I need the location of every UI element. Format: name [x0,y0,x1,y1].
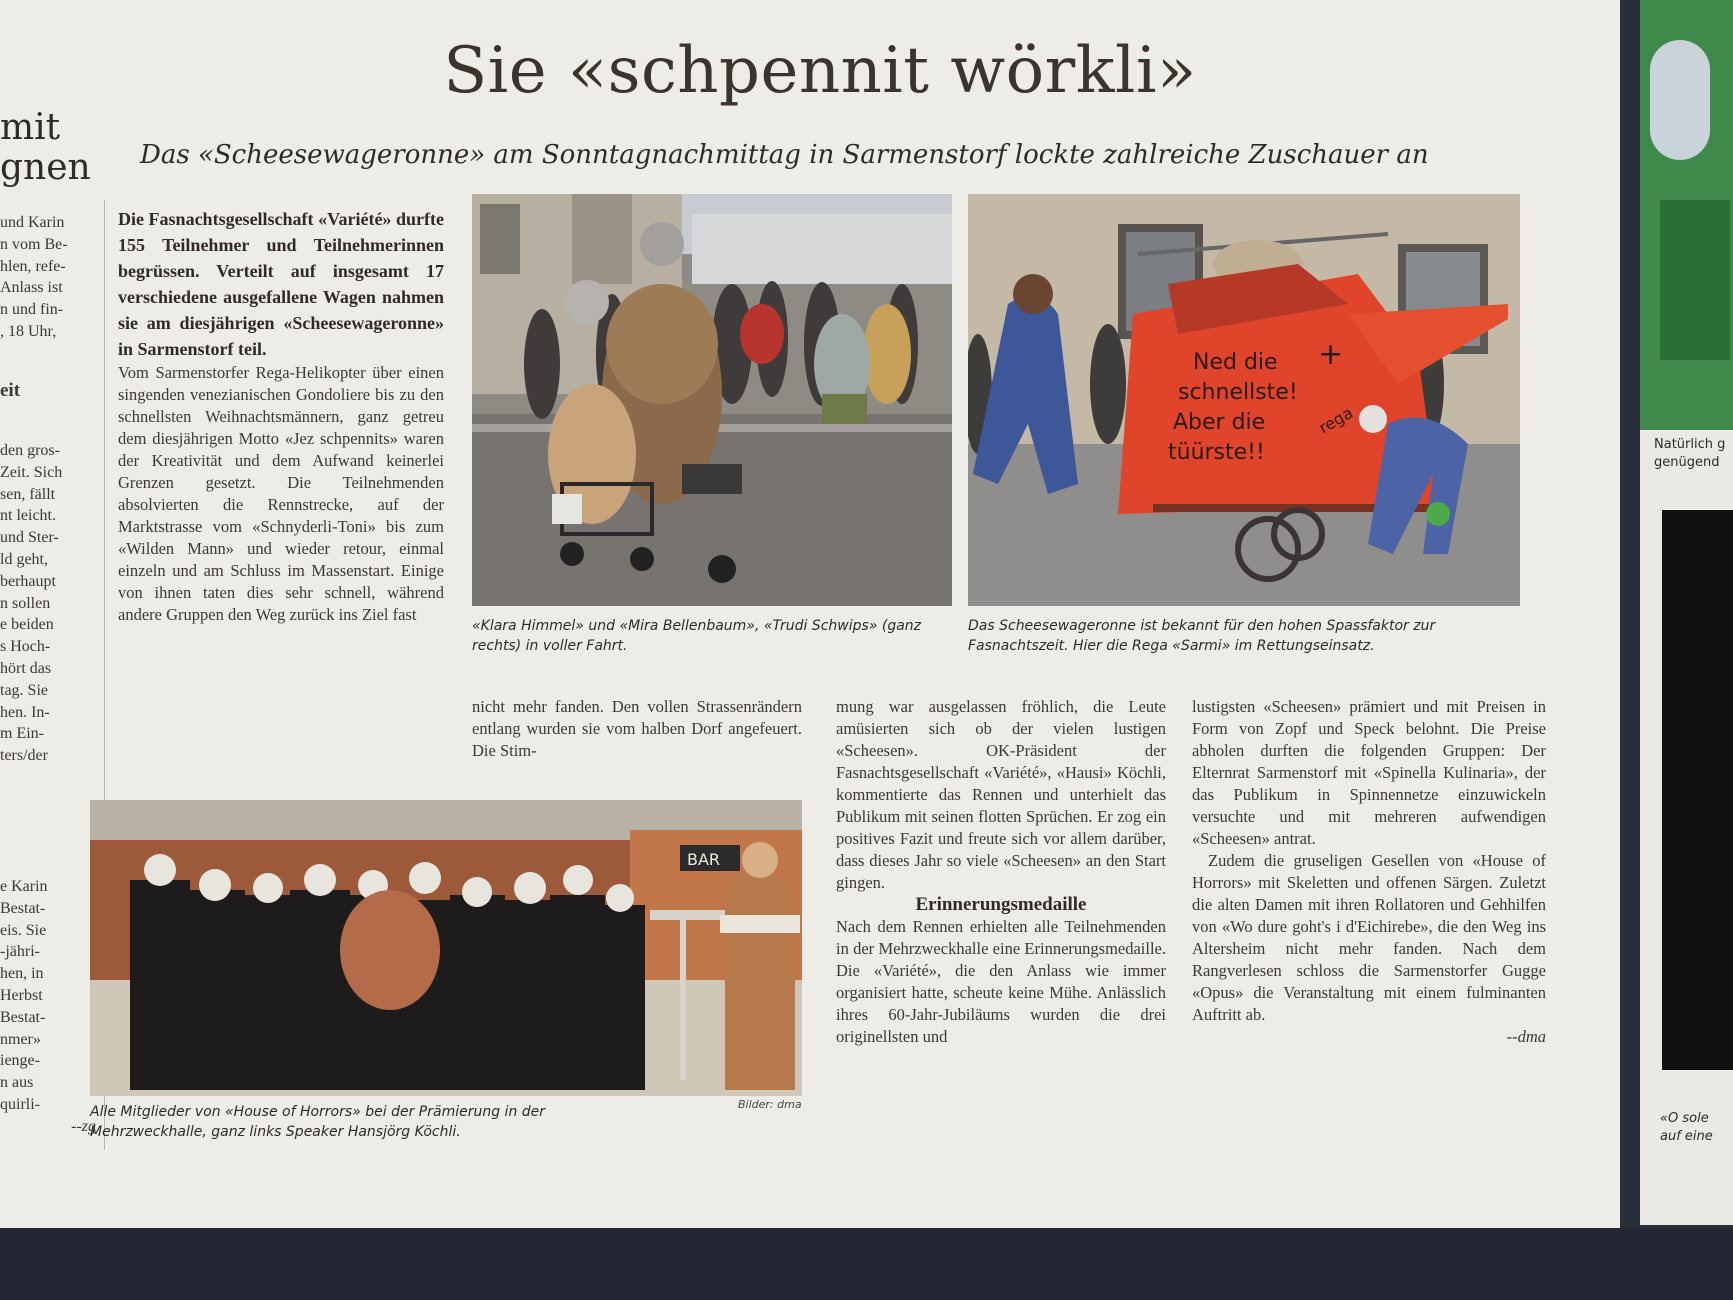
previous-line: hört das [0,659,52,677]
previous-line: eis. Sie [0,921,47,939]
previous-line: n und fin- [0,301,64,319]
previous-line: ld geht, [0,550,48,568]
adjacent-caption-line: «O sole [1660,1111,1709,1126]
previous-line: nmer» [0,1030,41,1048]
photo-rega-helicopter [968,194,1520,606]
article-subheadline: Das «Scheesewageronne» am Sonntagnachmittag in Sarmenstorf lockte zahlreiche Zuschauer an [140,140,1429,170]
photo-street-parade [472,194,952,606]
article-lead: Die Fasnachtsgesellschaft «Variété» durfte 155 Teilnehmer und Teilnehmerinnen begrüssen. Verteilt auf insgesamt 17 verschiedene ausgefallene Wagen nahmen sie am diesjährigen «Scheesewageronne» in Sarmenstorf teil. [118,209,444,359]
photo-house-of-horrors [90,800,802,1096]
article-body-col2: nicht mehr fanden. Den vollen Strassenrändern entlang wurden sie vom halben Dorf angefeuert. Die Stim- [472,697,802,760]
previous-line: , 18 Uhr, [0,322,57,340]
previous-line: sen, fällt [0,485,56,503]
adjacent-caption-bottom [1660,1110,1713,1146]
previous-line: e beiden [0,616,54,634]
previous-line: den gros- [0,442,60,459]
adjacent-photo-detail [1650,40,1710,160]
previous-line: Zeit. Sich [0,463,63,481]
previous-line: berhaupt [0,572,56,590]
previous-line: tag. Sie [0,681,48,699]
previous-line: Herbst [0,986,43,1004]
adjacent-caption-top [1654,436,1725,472]
previous-line: Anlass ist [0,279,63,297]
helicopter-sign-line-4: tüürste!! [1168,440,1265,465]
helicopter-sign-line-2: schnellste! [1178,380,1298,405]
previous-headline-line: mit [0,107,61,148]
article-column-2 [472,696,802,762]
bar-sign: BAR [687,850,721,869]
caption-photo-2: Das Scheesewageronne ist bekannt für den hohen Spassfaktor zur Fasnachtszeit. Hier die Rega «Sarmi» im Rettungseinsatz. [968,618,1436,654]
previous-line: Bestat- [0,1008,46,1026]
article-body-col4-part2: Zudem die gruseligen Gesellen von «House of Horrors» mit Skeletten und offenen Särgen. Zuletzt die alten Damen mit ihren Rollatoren und Gehhilfen von «Wo dure goht's i d'Eichirebe», die den Weg ins Altersheim nicht mehr fanden. Nach dem Rangverlesen schloss die Sarmenstorfer Gugge «Opus» die Veranstaltung mit einem fulminanten Auftritt ab. [1192,851,1546,1024]
adjacent-caption-line: auf eine [1660,1129,1713,1144]
article-column-4 [1192,696,1546,1048]
previous-line: quirli- [0,1095,40,1113]
previous-line: hlen, refe- [0,257,66,275]
article-body-col3-part2: Nach dem Rennen erhielten alle Teilnehmenden in der Mehrzweckhalle eine Erinnerungsmedaille. Die «Variété», die den Anlass wie immer organisiert hatte, scheute keine Mühe. Anlässlich ihres 60-Jahr-Jubiläums wurden die drei originellsten und [836,917,1166,1046]
adjacent-photo-bottom [1662,510,1733,1070]
adjacent-photo-detail [1660,200,1730,360]
previous-headline-line: gnen [0,147,91,188]
cross-symbol: + [1318,337,1344,372]
helicopter-sign-side: rega [1315,402,1357,438]
previous-line: n sollen [0,594,51,612]
adjacent-photo-top [1640,0,1733,430]
article-column-3 [836,696,1166,1048]
previous-line: hen. In- [0,703,50,721]
helicopter-sign-line-1: Ned die [1193,350,1278,375]
previous-line: m Ein- [0,725,44,743]
previous-line: und Karin [0,214,65,231]
previous-line: --zg [71,1117,96,1135]
previous-line: n aus [0,1074,34,1092]
previous-article-text-mid [0,440,96,767]
adjacent-caption-line: Natürlich g [1654,437,1726,452]
previous-article-text-bottom [0,876,96,1138]
previous-line: n vom Be- [0,235,68,253]
photo-credit: Bilder: dma [738,1098,802,1111]
previous-line: und Ster- [0,529,59,547]
previous-article-headline [0,108,91,188]
article-body-col3-part1: mung war ausgelassen fröhlich, die Leute amüsierten sich ob der vielen lustigen «Scheesen». OK-Präsident der Fasnachtsgesellschaft «Variété», «Hausi» Köchli, kommentierte das Rennen und unterhielt das Publikum mit seinen flotten Sprüchen. Er zog ein positives Fazit und freute sich vor allem darüber, dass dieses Jahr so viele «Scheesen» an den Start gingen. [836,697,1166,892]
previous-line: s Hoch- [0,638,51,656]
article-subheading: Erinnerungsmedaille [915,894,1087,915]
caption-photo-3: Alle Mitglieder von «House of Horrors» bei der Prämierung in der Mehrzweckhalle, ganz links Speaker Hansjörg Köchli. [90,1104,546,1140]
article-body-col4-part1: lustigsten «Scheesen» prämiert und mit Preisen in Form von Zopf und Speck belohnt. Die Preise abholen durften die folgenden Gruppen: Der Elternrat Sarmenstorf mit «Spinella Kulinaria», der das Publikum in Spinnennetze einzuwickeln versuchte und mit mehreren aufwendigen «Scheesen» antrat. [1192,697,1546,848]
previous-article-subhead: eit [0,380,21,401]
helicopter-sign-line-3: Aber die [1173,410,1266,435]
previous-line: e Karin [0,878,48,895]
caption-photo-1: «Klara Himmel» und «Mira Bellenbaum», «Trudi Schwips» (ganz rechts) in voller Fahrt. [472,618,922,654]
table-surface [0,1228,1733,1300]
author-signature: --dma [1506,1027,1546,1046]
article-column-1 [118,206,444,626]
article-headline: Sie «schpennit wörkli» [443,34,1197,108]
previous-article-text-top [0,212,96,343]
article-body-col1: Vom Sarmenstorfer Rega-Helikopter über einen singenden venezianischen Gondoliere bis zu den schnellsten Weihnachtsmännern, ganz getreu dem diesjährigen Motto «Jez schpennits» waren der Kreativität und dem Aufwand keinerlei Grenzen gesetzt. Die Teilnehmenden absolvierten die Rennstrecke, auf der Marktstrasse vom «Schnyderli-Toni» bis zum «Wilden Mann» und wieder retour, einmal einzeln und am Schluss im Massenstart. Einige von ihnen taten dies sehr schnell, während andere Gruppen den Weg zurück ins Ziel fast [118,363,444,624]
previous-line: hen, in [0,965,44,983]
previous-line: ters/der [0,747,48,765]
adjacent-caption-line: genügend [1654,455,1720,470]
previous-line: Bestat- [0,899,46,917]
adjacent-page [1640,0,1733,1225]
previous-line: ienge- [0,1052,40,1070]
previous-line: -jähri- [0,943,40,961]
previous-line: nt leicht. [0,507,56,525]
